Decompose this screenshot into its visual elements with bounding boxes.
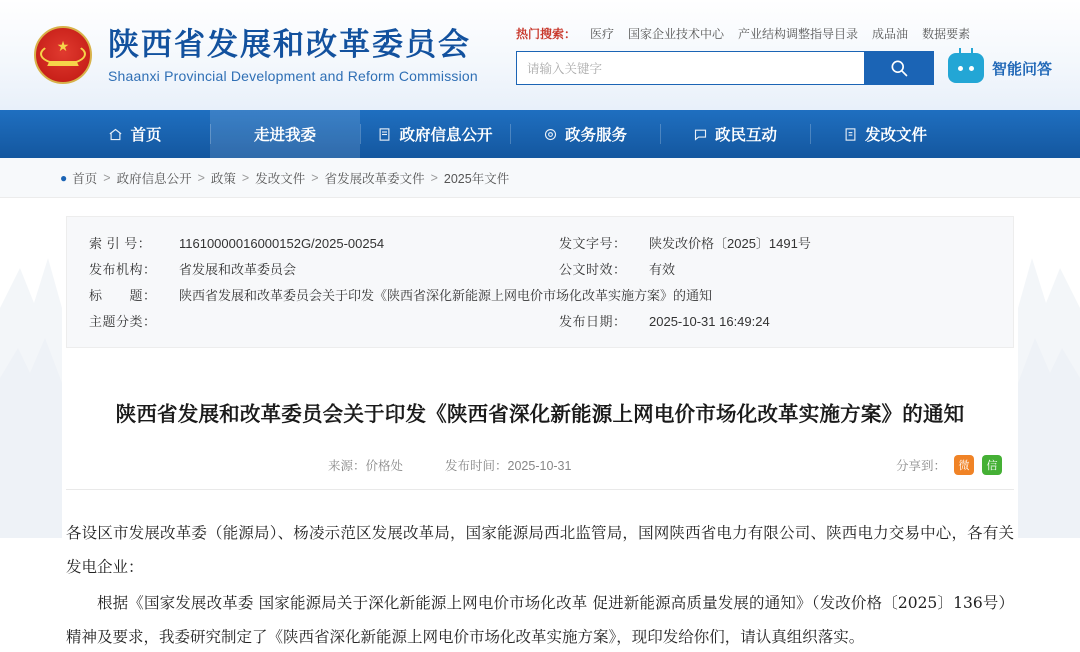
share-label: 分享到： — [895, 458, 946, 473]
article-divider — [66, 489, 1014, 490]
site-title-block — [108, 26, 478, 83]
hot-search-item-0[interactable]: 医疗 — [590, 27, 615, 41]
national-emblem-icon: ★ — [34, 26, 92, 84]
header-right — [516, 25, 1056, 85]
article-paragraph: 各设区市发展改革委（能源局）、杨凌示范区发展改革局，国家能源局西北监管局，国网陕西省电力有限公司、陕西电力交易中心，各有关发电企业： — [66, 523, 1014, 576]
article-publish-time: 发布时间：2025-10-31 — [445, 458, 572, 473]
meta-value-index: 11610000016000152G/2025-00254 — [179, 236, 385, 251]
hot-search-item-4[interactable]: 数据要素 — [922, 27, 971, 41]
meta-row-index — [89, 231, 559, 257]
nav-label-interaction: 政民互动 — [714, 127, 777, 144]
hot-search-row — [516, 25, 970, 42]
breadcrumb-separator: > — [241, 170, 250, 185]
meta-column-right — [559, 231, 991, 335]
meta-value-publishdate: 2025-10-31 16:49:24 — [649, 314, 770, 329]
breadcrumb-item-4[interactable]: 省发展改革委文件 — [324, 171, 425, 186]
search-icon — [889, 58, 909, 78]
meta-key-docnumber: 发文字号： — [559, 236, 627, 251]
search-input-placeholder[interactable]: 请输入关键字 — [526, 62, 602, 76]
nav-label-info-disclosure: 政府信息公开 — [399, 127, 493, 144]
search-row — [516, 51, 1052, 85]
breadcrumb-separator: > — [430, 170, 438, 185]
nav-label-ndrc-files: 发改文件 — [864, 127, 927, 144]
hot-search-item-1[interactable]: 国家企业技术中心 — [628, 27, 725, 41]
meta-value-publisher: 省发展和改革委员会 — [179, 262, 297, 277]
home-icon — [108, 127, 123, 142]
meta-row-title — [89, 283, 713, 309]
chat-icon — [693, 127, 708, 142]
meta-key-index: 索 引 号： — [89, 236, 152, 251]
site-title-cn: 陕西省发展和改革委员会 — [108, 27, 471, 63]
meta-key-publisher: 发布机构： — [89, 262, 157, 277]
nav-label-home: 首页 — [130, 127, 162, 144]
meta-key-category: 主题分类： — [89, 314, 157, 329]
content-wrap — [0, 216, 1080, 490]
meta-key-publishdate: 发布日期： — [559, 314, 627, 329]
robot-icon[interactable] — [948, 53, 984, 83]
breadcrumb-item-0[interactable]: 首页 — [72, 171, 98, 186]
breadcrumb-item-3[interactable]: 发改文件 — [255, 171, 306, 186]
meta-key-title: 标 题： — [89, 288, 157, 303]
location-pin-icon: ● — [60, 170, 68, 185]
meta-row-spacer — [559, 283, 991, 309]
search-button[interactable] — [864, 51, 934, 85]
meta-value-validity: 有效 — [649, 262, 676, 277]
breadcrumb-separator: > — [197, 170, 205, 185]
nav-item-interaction[interactable] — [660, 110, 810, 158]
nav-label-gov-service: 政务服务 — [564, 127, 627, 144]
site-header — [0, 0, 1080, 110]
breadcrumb-item-1[interactable]: 政府信息公开 — [116, 171, 192, 186]
nav-item-info-disclosure[interactable] — [360, 110, 510, 158]
search-input-wrap[interactable] — [516, 51, 864, 85]
hot-search-item-2[interactable]: 产业结构调整指导目录 — [738, 27, 859, 41]
nav-label-about: 走进我委 — [253, 127, 316, 144]
weibo-icon[interactable]: 微 — [954, 455, 974, 475]
site-title-en: Shaanxi Provincial Development and Reform Commission — [108, 67, 478, 84]
meta-row-docnumber — [559, 231, 991, 257]
article-submeta — [66, 455, 1014, 475]
meta-key-validity: 公文时效： — [559, 262, 627, 277]
breadcrumb-separator: > — [311, 170, 319, 185]
document-meta-table — [66, 216, 1014, 348]
article-paragraph: 根据《国家发展改革委 国家能源局关于深化新能源上网电价市场化改革 促进新能源高质量发展的通知》（发改价格〔2025〕136号）精神及要求，我委研究制定了《陕西省深化新能源上网电价市场化改革实施方案》，现印发给你们，请认真组织落实。 — [66, 593, 1014, 646]
breadcrumb-separator: > — [103, 170, 111, 185]
hot-search-item-3[interactable]: 成品油 — [872, 27, 909, 41]
nav-item-ndrc-files[interactable] — [810, 110, 960, 158]
page-title: 陕西省发展和改革委员会关于印发《陕西省深化新能源上网电价市场化改革实施方案》的通知 — [115, 403, 965, 426]
meta-row-publishdate — [559, 309, 991, 335]
assistant-label[interactable]: 智能问答 — [991, 60, 1052, 78]
share-block — [896, 455, 1002, 475]
meta-row-category — [89, 309, 559, 335]
nav-item-home[interactable] — [60, 110, 210, 158]
nav-item-gov-service[interactable] — [510, 110, 660, 158]
main-nav — [0, 110, 1080, 158]
meta-value-title: 陕西省发展和改革委员会关于印发《陕西省深化新能源上网电价市场化改革实施方案》的通知 — [179, 288, 713, 303]
meta-row-validity — [559, 257, 991, 283]
service-icon — [543, 127, 558, 142]
doc-icon — [377, 127, 392, 142]
meta-value-category — [165, 309, 179, 335]
article-source: 来源：价格处 — [328, 458, 404, 473]
article-body — [0, 516, 1080, 652]
file-icon — [843, 127, 858, 142]
breadcrumb-item-2[interactable]: 政策 — [210, 171, 236, 186]
meta-value-docnumber: 陕发改价格〔2025〕1491号 — [649, 236, 811, 251]
breadcrumb-item-5[interactable]: 2025年文件 — [443, 171, 510, 186]
wechat-icon[interactable]: 信 — [982, 455, 1002, 475]
meta-row-publisher — [89, 257, 559, 283]
hot-search-label: 热门搜索： — [515, 27, 576, 41]
nav-item-about[interactable] — [210, 110, 360, 158]
breadcrumb — [0, 158, 1080, 198]
